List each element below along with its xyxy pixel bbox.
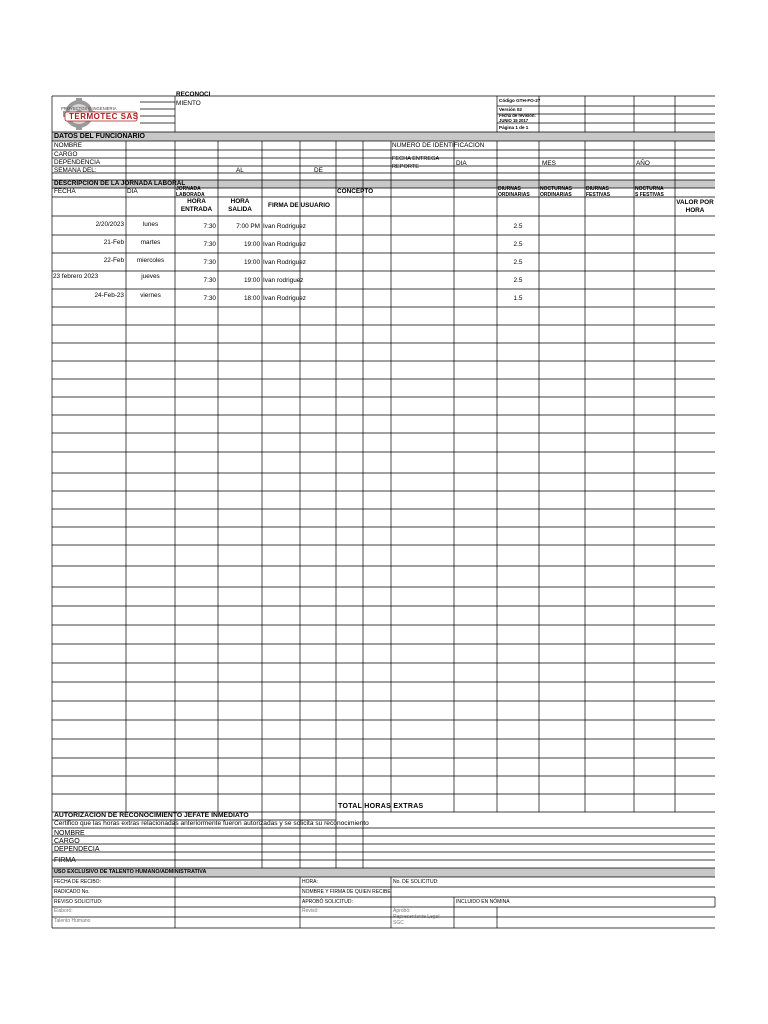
cell-entrada: 7:30 (203, 295, 216, 302)
cell-dia: martes (140, 239, 161, 246)
col-firma-usuario: FIRMA DE USUARIO (268, 202, 330, 209)
label-fecha-entrega: FECHA ENTREGA (392, 156, 440, 162)
cell-dia: lunes (142, 221, 159, 228)
col-concepto: CONCEPTO (337, 188, 374, 195)
company-logo (55, 98, 141, 131)
label-nombre-firma-recibe: NOMBRE Y FIRMA DE QUIEN RECIBE (302, 889, 391, 895)
cell-dia: jueves (141, 273, 160, 280)
col-diurnas-ord-2: ORDINARIAS (498, 192, 530, 198)
label-aut-cargo: CARGO (54, 838, 80, 845)
label-incluido-nomina: INCLUIDO EN NÓMINA (456, 899, 510, 905)
col-nocturnas-ord-2: ORDINARIAS (540, 192, 572, 198)
col-diurnas-fest-1: DIURNAS (586, 186, 609, 192)
cell-salida: 19:00 (244, 259, 260, 266)
cell-fecha: 2/20/2023 (95, 221, 124, 228)
label-no-solicitud: No. DE SOLICITUD: (393, 879, 439, 885)
cell-salida: 18:00 (244, 295, 260, 302)
col-hora-entrada-2: ENTRADA (180, 206, 213, 213)
col-fecha: FECHA (54, 188, 76, 195)
label-dia: DIA (456, 160, 467, 167)
doc-title-line1: RECONOCI (176, 91, 211, 98)
logo-company-name: TERMOTEC SAS (69, 112, 139, 121)
cell-fecha: 21-Feb (103, 239, 124, 246)
cell-fecha: 23 febrero 2023 (53, 273, 99, 280)
label-de: DE (314, 167, 323, 174)
col-nocturnas-ord-1: NOCTURNAS (540, 186, 572, 192)
aprobo-representante: Representante Legal (393, 914, 440, 920)
label-hora: HORA: (302, 879, 318, 885)
label-nombre: NOMBRE (54, 142, 83, 149)
doc-page: Página 1 de 1 (499, 125, 529, 130)
doc-revision-date: JUNIO 15 2017 (499, 118, 529, 123)
label-dependencia: DEPENDENCIA (54, 159, 101, 166)
label-aut-dependencia: DEPENDECIA (54, 846, 100, 853)
autorizacion-certifico: Certifico que las horas extras relacionadas anteriormente fueron autorizadas y se solicita su reconocimiento (54, 820, 369, 827)
cell-entrada: 7:30 (203, 223, 216, 230)
col-jornada-line1: JORNADA (176, 186, 201, 192)
col-jornada-line2: LABORADA (176, 192, 205, 198)
cell-dia: viernes (140, 292, 161, 299)
col-hora-salida-2: SALIDA (228, 206, 252, 213)
cell-firma: Ivan Rodriguez (263, 223, 306, 230)
doc-title-line2: MIENTO (176, 100, 201, 107)
total-horas-extras: TOTAL HORAS EXTRAS (338, 803, 424, 810)
section-jornada: DESCRIPCION DE LA JORNADA LABORAL (54, 180, 186, 187)
label-sgc: SGC (393, 920, 404, 926)
label-aut-firma: FIRMA (54, 857, 76, 864)
logo-tagline: PROYECTOS E INGENIERIA (61, 106, 117, 111)
cell-diurnas: 2.5 (513, 241, 523, 248)
col-valor-hora-2: HORA (685, 207, 705, 214)
cell-entrada: 7:30 (203, 259, 216, 266)
col-dia: DIA (127, 188, 138, 195)
col-hora-entrada-1: HORA (187, 198, 206, 205)
label-ano: AÑO (636, 160, 650, 167)
label-fecha-recibo: FECHA DE RECIBO: (54, 879, 101, 885)
doc-version: Versión 02 (499, 107, 522, 112)
cell-firma: Ivan Rodriguez (263, 259, 306, 266)
label-reviso-solicitud: REVISO SOLICITUD: (54, 899, 103, 905)
cell-diurnas: 2.5 (513, 259, 523, 266)
cell-entrada: 7:30 (203, 277, 216, 284)
label-aprobo-solicitud: APROBÓ SOLICITUD: (302, 899, 353, 905)
doc-revision-label: Fecha de revisión: (499, 113, 536, 118)
cell-diurnas: 2.5 (513, 277, 523, 284)
cell-salida: 19:00 (244, 241, 260, 248)
section-funcionario: DATOS DEL FUNCIONARIO (54, 133, 146, 140)
label-elaboro: Elaboró: (54, 908, 73, 914)
label-radicado: RADICADO No. (54, 889, 90, 895)
col-nocturnas-fest-2: S FESTIVAS (635, 192, 664, 198)
cell-entrada: 7:30 (203, 241, 216, 248)
col-diurnas-ord-1: DIURNAS (498, 186, 521, 192)
cell-diurnas: 1.5 (513, 295, 523, 302)
label-talento-humano: Talento Humano (54, 918, 91, 924)
label-al: AL (236, 167, 244, 174)
col-diurnas-fest-2: FESTIVAS (586, 192, 611, 198)
autorizacion-title: AUTORIZACION DE RECONOCIMIENTO JEFATE INMEDIATO (54, 812, 249, 819)
doc-code: Código GTH-FO-27 (499, 98, 541, 103)
label-reviso-small: Revisó: (302, 908, 319, 914)
cell-fecha: 24-Feb-23 (94, 292, 124, 299)
label-aprobo-small: Aprobó: (393, 908, 411, 914)
label-aut-nombre: NOMBRE (54, 830, 85, 837)
label-reporte: REPORTE (392, 164, 419, 170)
cell-salida: 7:00 PM (236, 223, 260, 230)
col-valor-hora-1: VALOR POR (676, 199, 714, 206)
label-semana: SEMANA DEL: (54, 167, 97, 174)
cell-fecha: 22-Feb (103, 257, 124, 264)
cell-firma: Ivan rodriguez (263, 277, 304, 284)
label-numero-identificacion: NUMERO DE IDENTIFICACION (392, 142, 485, 149)
cell-diurnas: 2.5 (513, 223, 523, 230)
col-hora-salida-1: HORA (230, 198, 250, 205)
talento-title: USO EXCLUSIVO DE TALENTO HUMANO/ADMINISTRATIVA (54, 869, 207, 875)
cell-dia: miercoles (136, 257, 165, 264)
cell-firma: Ivan Rodriguez (263, 241, 306, 248)
label-cargo: CARGO (54, 151, 78, 158)
col-nocturnas-fest-1: NOCTURNA (635, 186, 664, 192)
cell-salida: 19:00 (244, 277, 260, 284)
cell-firma: Ivan Rodriguez (263, 295, 306, 302)
label-mes: MES (542, 160, 556, 167)
